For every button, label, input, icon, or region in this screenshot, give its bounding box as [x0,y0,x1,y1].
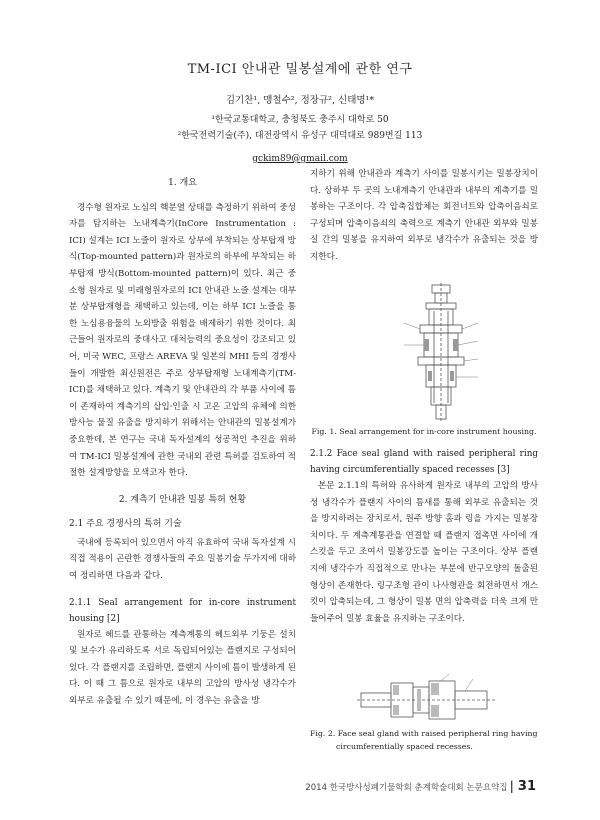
section-1-body: 경수형 원자로 노심의 핵분열 상태를 측정하기 위하여 중성자를 탐지하는 노내계측기(InCore Instrumentation : ICI) 설계는 ICI 노즐이 원자로 상부에 부착되는 상부탑재 방식(Top-mounted pattern)과 원자로의 하부에 부착되는 하부탑재 방식(Bottom-mounted pattern)이 있다. 최근 중소형 원자로 및 미래형원자로의 ICI 안내관 노즐 설계는 대부분 상부탑재형을 채택하고 있는데, 이는 하부 ICI 노즐을 통한 노심용융물의 노외방출 위험을 배제하기 위한 것이다. 최근들어 원자로의 중대사고 대처능력의 중요성이 강조되고 있어, 미국 WEC, 프랑스 AREVA 및 일본의 MHI 등의 경쟁사들이 개발한 최신원전은 주로 상부탑재형 노내계측기(TM-ICI)를 채택하고 있다. 계측기 및 안내관의 각 부품 사이에 틈이 존재하여 계측기의 삽입·인출 시 고온 고압의 유체에 의한 방사능 물질 유출을 방지하기 위해서는 안내관의 밀봉설계가 중요한데, 본 연구는 국내 독자설계의 성공적인 추진을 위하여 TM-ICI 밀봉설계에 관한 국내외 관련 특허를 검토하여 적절한 설계방향을 모색코자 한다. [69,202,296,479]
section-2-1-1-continuation: 지하기 위해 안내관과 계측기 사이를 밀봉시키는 밀봉장치이다. 상하부 두 곳의 노내계측기 안내관과 내부의 계측기를 밀봉하는 구조이다. 각 압축집합체는 회전너트와 압축이음쇠로 구성되며 압축이음쇠의 축력으로 계측기 안내관 외부와 밀봉실 간의 밀봉을 유지하여 외부로 냉각수가 유출되는 것을 방지한다. [310,169,538,262]
figure-2-caption [310,727,538,753]
page-footer [305,779,536,794]
page-number: 31 [517,779,536,794]
left-column [69,168,296,710]
section-2-1-heading: 2.1 주요 경쟁사의 특허 기술 [69,519,182,530]
section-2-1-2-heading: 2.1.2 Face seal gland with raised peripheral ring having circumferentially spaced recesses [3] [310,449,538,475]
affiliation-2: ²한국전력기술(주), 대전광역시 유성구 대덕대로 989번길 113 [177,131,423,141]
right-column-top [310,166,538,266]
section-2-1-1-body: 원자로 헤드를 관통하는 계측계통의 헤드외부 기둥은 설치 및 보수가 유리하도록 서로 독립되어있는 플랜지로 구성되어 있다. 각 플랜지를 조립하면, 플랜지 사이에 틈이 발생하게 된다. 이 때 그 틈으로 원자로 내부의 고압의 방사성 냉각수가 외부로 유출될 수 있기 때문에, 이 경우는 유출을 방 [69,629,296,707]
figure-2-caption-line-1: Fig. 2. Face seal gland with raised peripheral ring having [310,729,538,738]
right-column-middle [310,446,538,627]
figure-1-caption: Fig. 1. Seal arrangement for in-core instrument housing. [311,427,537,436]
section-2-1-body: 국내에 등록되어 있으면서 아직 유효하여 국내 독자설계 시 직접 적용이 곤란한 경쟁사들의 주요 밀봉기술 두가지에 대하여 정리하면 다음과 같다. [69,537,296,582]
section-1-heading: 1. 개요 [168,178,197,188]
section-2-heading: 2. 계측기 안내관 밀봉 특허 현황 [118,494,247,505]
figure-2-face-seal-gland-drawing [357,673,497,731]
author-list: 김기찬¹, 맹철수², 정장규², 신태명¹* [225,95,375,106]
author-email[interactable]: gckim89@gmail.com [252,154,348,164]
footer-separator: | [509,779,514,793]
affiliation-1: ¹한국교통대학교, 충청북도 충주시 대학로 50 [211,115,389,125]
section-2-1-1-heading: 2.1.1 Seal arrangement for in-core instrument housing [2] [69,597,296,624]
proceedings-title: 2014 한국방사성폐기물학회 춘계학술대회 논문요약집 [305,783,508,793]
figure-1-seal-arrangement-drawing [398,283,484,421]
section-2-1-2-body: 본문 2.1.1의 특허와 유사하게 원자로 내부의 고압의 방사성 냉각수가 플랜지 사이의 틈새를 통해 외부로 유출되는 것을 방지하려는 장치로서, 원주 방향 홈과 링을 가지는 밀봉장치이다. 두 계측계통관을 연결할 때 플랜지 접촉면 사이에 개스킷을 두고 조여서 밀봉강도를 높이는 구조이다. 상부 플랜지에 냉각수가 직접적으로 만나는 부분에 반구모양의 돌출된 형상이 존재한다. 링구조형 관이 나사형관을 회전하면서 개스킷이 압축되는데, 그 형상이 밀봉 면의 압축력을 더욱 크게 만들어주어 밀봉 효율을 유지하는 구조이다. [310,481,538,624]
figure-2-caption-line-2: circumferentially spaced recesses. [336,742,473,751]
paper-title: TM-ICI 안내관 밀봉설계에 관한 연구 [187,62,413,77]
